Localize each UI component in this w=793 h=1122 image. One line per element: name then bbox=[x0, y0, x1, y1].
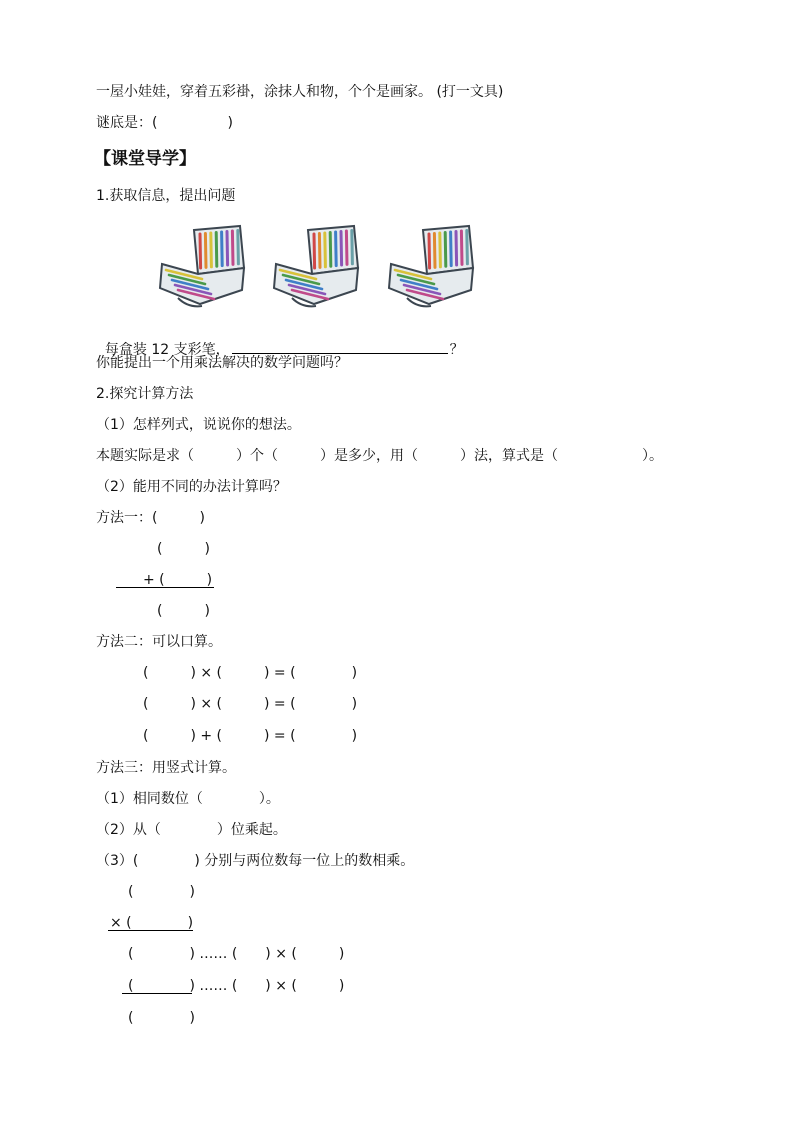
q1-title: 1.获取信息，提出问题 bbox=[96, 188, 236, 204]
pen-upright bbox=[222, 232, 223, 266]
method3-vertical-5: ( ) bbox=[128, 1010, 195, 1026]
pen-case-illustration-3 bbox=[387, 224, 477, 310]
pen-upright bbox=[456, 232, 457, 266]
method3-rule-2 bbox=[122, 993, 192, 994]
pen-upright bbox=[216, 233, 217, 267]
pen-upright bbox=[352, 231, 353, 264]
method3-vertical-4: ( ) …… ( ) × ( ) bbox=[128, 978, 345, 994]
method2-line2: ( ) × ( ) = ( ) bbox=[143, 696, 358, 712]
method1-line3: ( ) bbox=[157, 603, 210, 619]
section-title: 【课堂导学】 bbox=[94, 149, 196, 169]
pen-upright bbox=[429, 234, 430, 268]
box-text-before: 每盒装 12 支彩笔， bbox=[104, 342, 230, 358]
q1-question: 你能提出一个用乘法解决的数学问题吗？ bbox=[96, 355, 348, 371]
pen-upright bbox=[238, 231, 239, 264]
pen-upright bbox=[445, 233, 446, 267]
pen-upright bbox=[434, 234, 435, 268]
method3-vertical-3: ( ) …… ( ) × ( ) bbox=[128, 946, 345, 962]
method3-title: 方法三：用竖式计算。 bbox=[96, 760, 236, 776]
pen-upright bbox=[325, 233, 326, 267]
q2-title: 2.探究计算方法 bbox=[96, 386, 194, 402]
method3-step1: （1）相同数位（ ）。 bbox=[96, 791, 280, 807]
pen-upright bbox=[330, 233, 331, 267]
box-text-after: ？ bbox=[449, 342, 464, 358]
pen-upright bbox=[200, 234, 201, 268]
q2-part1: （1）怎样列式，说说你的想法。 bbox=[96, 417, 301, 433]
pen-upright bbox=[336, 232, 337, 266]
pen-upright bbox=[341, 232, 342, 266]
method3-step2: （2）从（ ）位乘起。 bbox=[96, 822, 287, 838]
method1-title: 方法一：( ) bbox=[96, 510, 205, 526]
method3-vertical-2: × ( ) bbox=[110, 915, 194, 931]
method3-rule-1 bbox=[108, 930, 193, 931]
pen-upright bbox=[346, 231, 347, 264]
method2-line3: ( ) + ( ) = ( ) bbox=[143, 728, 358, 744]
riddle-answer: 谜底是：( ) bbox=[96, 115, 233, 131]
method3-step3: （3）( ) 分别与两位数每一位上的数相乘。 bbox=[96, 853, 415, 869]
pen-case-illustration-1 bbox=[158, 224, 248, 310]
pen-upright bbox=[467, 231, 468, 264]
q2-fill-sentence: 本题实际是求（ ）个（ ）是多少，用（ ）法，算式是（ ）。 bbox=[96, 448, 663, 464]
q2-part2: （2）能用不同的办法计算吗？ bbox=[96, 479, 287, 495]
pen-upright bbox=[451, 232, 452, 266]
pen-upright bbox=[314, 234, 315, 268]
riddle-text: 一屋小娃娃，穿着五彩褂，涂抹人和物，个个是画家。 (打一文具) bbox=[96, 84, 504, 100]
method1-line2: + ( ) bbox=[143, 572, 213, 588]
method1-line1: ( ) bbox=[157, 541, 210, 557]
pen-upright bbox=[461, 231, 462, 264]
answer-blank[interactable] bbox=[232, 340, 448, 354]
pen-case-illustration-2 bbox=[272, 224, 362, 310]
pen-upright bbox=[440, 233, 441, 267]
method1-sum-rule bbox=[116, 587, 214, 588]
pen-upright bbox=[205, 234, 206, 268]
pen-upright bbox=[211, 233, 212, 267]
pen-upright bbox=[232, 231, 233, 264]
method2-line1: ( ) × ( ) = ( ) bbox=[143, 665, 358, 681]
method2-title: 方法二：可以口算。 bbox=[96, 634, 222, 650]
pen-upright bbox=[319, 234, 320, 268]
pen-upright bbox=[227, 232, 228, 266]
method3-vertical-1: ( ) bbox=[128, 884, 195, 900]
